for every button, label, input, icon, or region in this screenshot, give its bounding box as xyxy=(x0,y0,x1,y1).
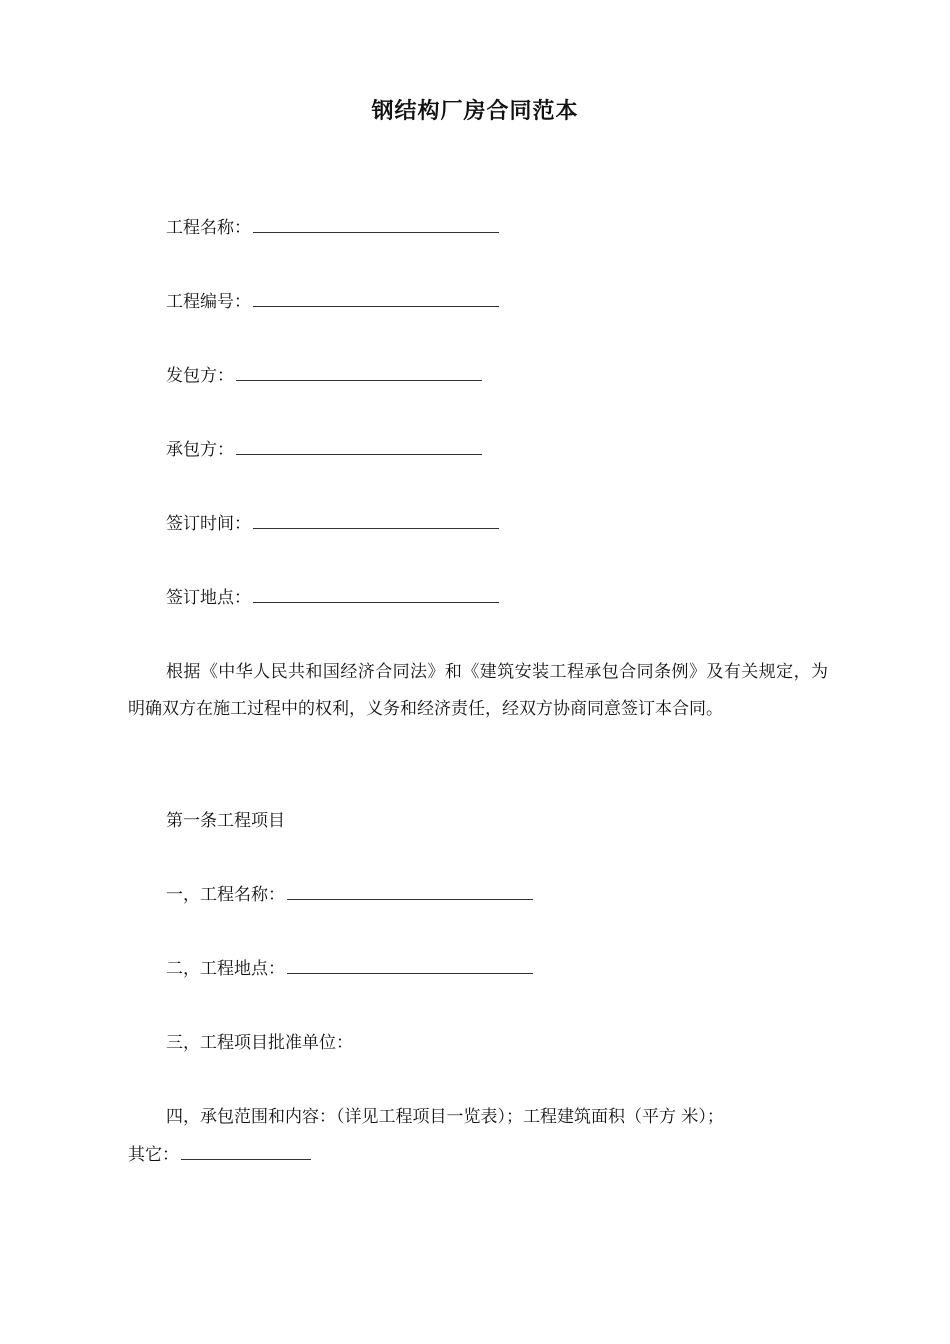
blank-line[interactable] xyxy=(253,512,499,529)
blank-line[interactable] xyxy=(253,216,499,233)
blank-line[interactable] xyxy=(287,957,533,974)
field-label: 工程编号： xyxy=(166,292,251,312)
blank-line[interactable] xyxy=(253,290,499,307)
blank-line[interactable] xyxy=(287,883,533,900)
field-contractor xyxy=(166,438,482,462)
article-1-heading: 第一条工程项目 xyxy=(166,811,285,831)
field-project-name xyxy=(166,216,499,240)
article-1-item-3: 三，工程项目批准单位： xyxy=(166,1033,353,1053)
field-signing-date xyxy=(166,512,499,536)
field-label: 签订地点： xyxy=(166,588,251,608)
field-project-number xyxy=(166,290,499,314)
article-1-item-4-other xyxy=(128,1143,311,1167)
field-employer xyxy=(166,364,482,388)
article-1-item-1 xyxy=(166,883,533,907)
preamble-paragraph: 根据《中华人民共和国经济合同法》和《建筑安装工程承包合同条例》及有关规定，为明确双方在施工过程中的权利，义务和经济责任，经双方协商同意签订本合同。 xyxy=(128,662,828,719)
field-signing-place xyxy=(166,586,499,610)
blank-line[interactable] xyxy=(236,438,482,455)
field-label: 承包方： xyxy=(166,440,234,460)
blank-line[interactable] xyxy=(253,586,499,603)
field-label: 签订时间： xyxy=(166,514,251,534)
item-label: 一，工程名称： xyxy=(166,885,285,905)
item-label: 二，工程地点： xyxy=(166,959,285,979)
field-label: 发包方： xyxy=(166,366,234,386)
blank-line[interactable] xyxy=(181,1143,311,1160)
article-1-item-2 xyxy=(166,957,533,981)
blank-line[interactable] xyxy=(236,364,482,381)
document-title: 钢结构厂房合同范本 xyxy=(371,98,579,124)
field-label: 工程名称： xyxy=(166,218,251,238)
article-1-item-4: 四，承包范围和内容：（详见工程项目一览表）；工程建筑面积（平方 米）； xyxy=(166,1107,724,1127)
item-label: 其它： xyxy=(128,1145,179,1165)
